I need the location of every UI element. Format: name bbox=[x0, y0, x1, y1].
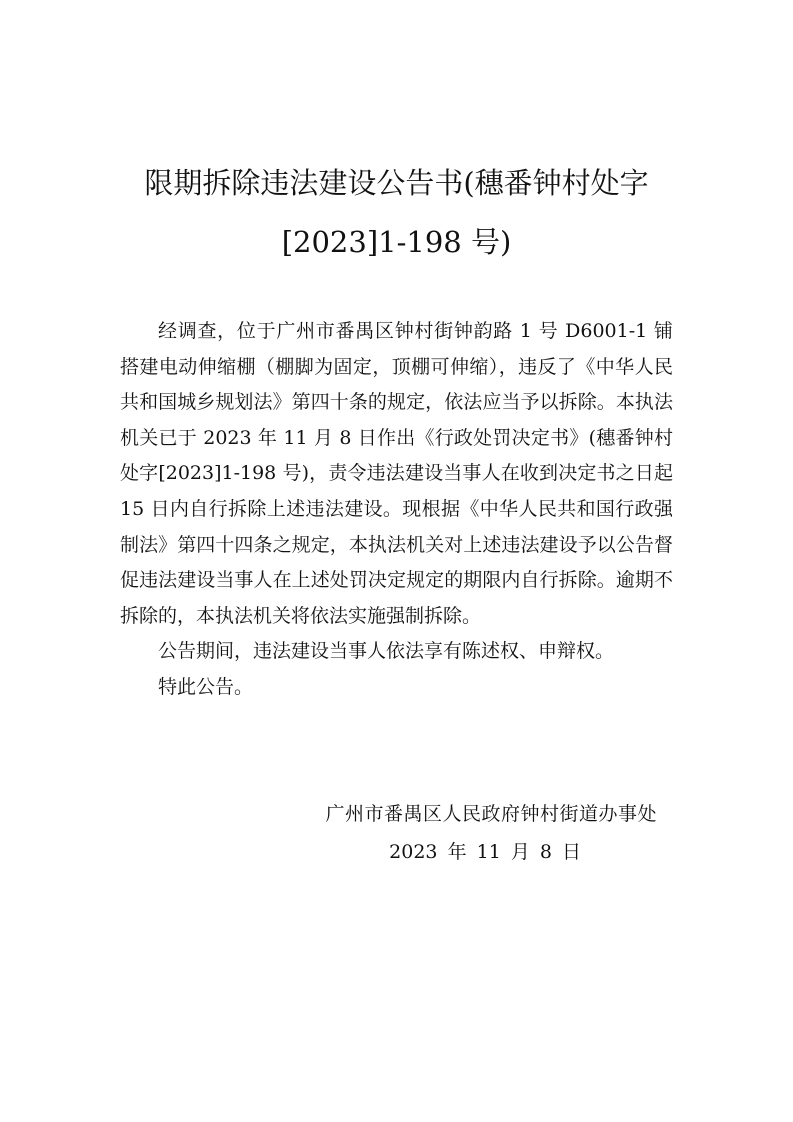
document-title-line-2: [2023]1-198 号) bbox=[281, 225, 512, 259]
signature-organization: 广州市番禺区人民政府钟村街道办事处 bbox=[325, 803, 657, 825]
body-paragraph-closing: 特此公告。 bbox=[158, 675, 254, 698]
body-paragraph-main: 经调查，位于广州市番禺区钟村街钟韵路 1 号 D6001-1 铺搭建电动伸缩棚（棚脚为固定，顶棚可伸缩），违反了《中华人民共和国城乡规划法》第四十条的规定，依法应当予以拆除。本执法机关已于 2023 年 11 月 8 日作出《行政处罚决定书》(穗番钟村处字[2023]1-198 号)，责令违法建设当事人在收到决定书之日起 15 日内自行拆除上述违法建设。现根据《中华人民共和国行政强制法》第四十四条之规定，本执法机关对上述违法建设予以公告督促违法建设当事人在上述处罚决定规定的期限内自行拆除。逾期不拆除的，本执法机关将依法实施强制拆除。 bbox=[120, 320, 673, 627]
body-paragraph-rights: 公告期间，违法建设当事人依法享有陈述权、申辩权。 bbox=[158, 640, 615, 663]
document-title-line-1: 限期拆除违法建设公告书(穗番钟村处字 bbox=[144, 166, 649, 200]
document-body bbox=[120, 314, 673, 706]
signature-date: 2023 年 11 月 8 日 bbox=[389, 841, 581, 863]
